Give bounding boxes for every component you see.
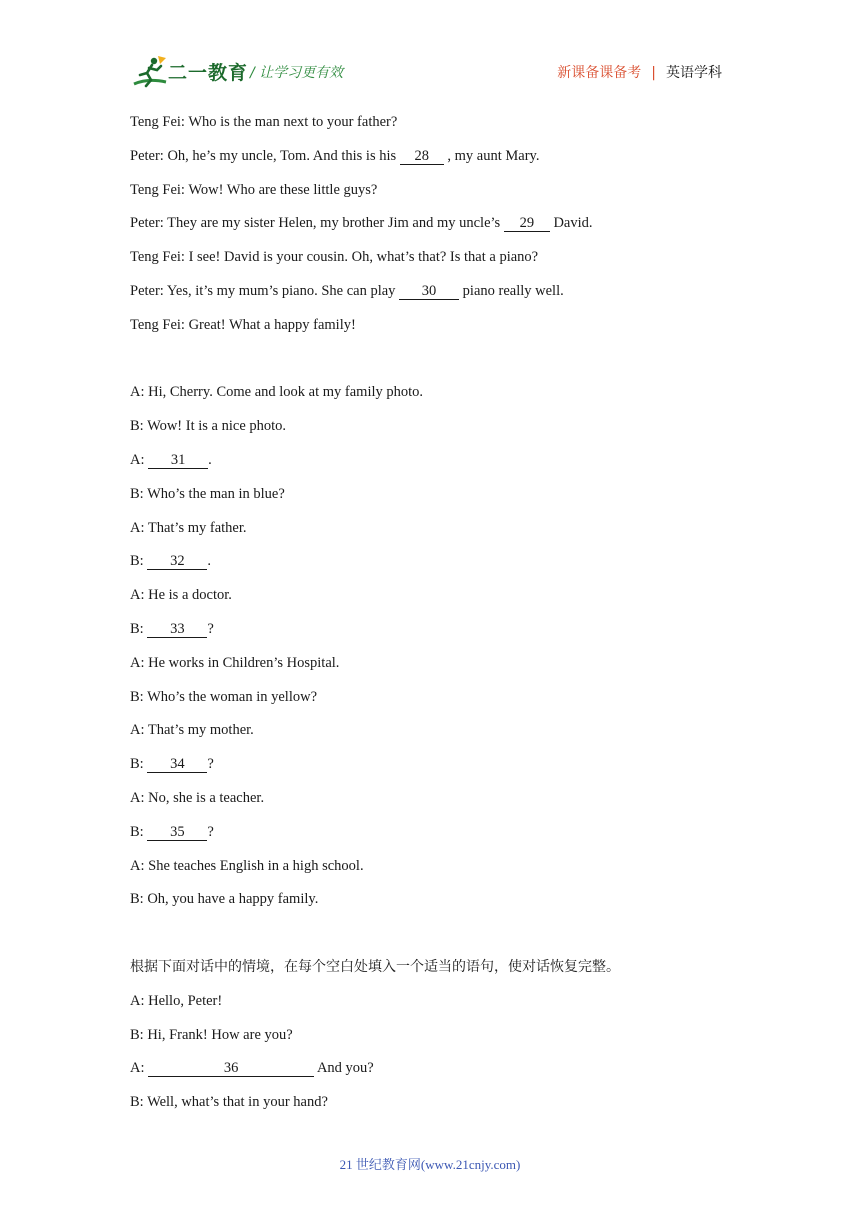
dialogue-line: A: Hi, Cherry. Come and look at my family photo.: [130, 384, 424, 401]
dialogue-line: A: That’s my mother.: [130, 722, 254, 739]
dialogue-line: Teng Fei: I see! David is your cousin. Oh, what’s that? Is that a piano?: [130, 249, 539, 266]
dialogue-line: B: Who’s the man in blue?: [130, 485, 285, 502]
dialogue-line: Teng Fei: Who is the man next to your father?: [130, 114, 398, 130]
page-footer: 21 世纪教育网(www.21cnjy.com): [339, 1157, 521, 1172]
header-divider: |: [651, 65, 656, 81]
dialogue-line: B: 35 ?: [130, 823, 214, 840]
blank-32: 32: [147, 553, 207, 570]
dialogue-line: B: Who’s the woman in yellow?: [130, 688, 317, 705]
dialogue-line: B: 33 ?: [130, 620, 214, 637]
runner-logo-icon: [130, 54, 170, 90]
spacer: [130, 923, 730, 957]
dialogue-line: A: That’s my father.: [130, 519, 247, 536]
dialogue-line: B: Hi, Frank! How are you?: [130, 1026, 293, 1043]
category-tag: 新课备课备考: [557, 65, 642, 81]
dialogue-line: A: She teaches English in a high school.: [130, 857, 364, 874]
instruction-text: 根据下面对话中的情境，在每个空白处填入一个适当的语句，使对话恢复完整。: [130, 958, 620, 975]
dialogue-line: Teng Fei: Wow! Who are these little guys?: [130, 181, 378, 198]
dialogue-line: A: He works in Children’s Hospital.: [130, 654, 340, 671]
blank-35: 35: [147, 824, 207, 841]
blank-34: 34: [147, 756, 207, 773]
dialogue-line: B: 32 .: [130, 553, 211, 570]
document-body: [130, 112, 730, 1126]
spacer: [130, 349, 730, 383]
dialogue-line: Peter: Yes, it’s my mum’s piano. She can play 30 piano really well.: [130, 282, 564, 299]
header-tags: [557, 62, 722, 82]
slogan: / 让学习更有效: [250, 65, 344, 81]
dialogue-line: B: 34 ?: [130, 756, 214, 773]
dialogue-line: A: He is a doctor.: [130, 587, 232, 604]
dialogue-line: A: 36 And you?: [130, 1060, 374, 1077]
logo: [130, 54, 254, 90]
blank-30: 30: [399, 283, 459, 300]
dialogue-line: A: Hello, Peter!: [130, 992, 223, 1009]
dialogue-line: Peter: Oh, he’s my uncle, Tom. And this is his 28 , my aunt Mary.: [130, 147, 540, 164]
dialogue-line: B: Wow! It is a nice photo.: [130, 418, 287, 435]
page-header: [130, 54, 730, 90]
dialogue-line: Peter: They are my sister Helen, my brother Jim and my uncle’s 29 David.: [130, 215, 593, 232]
subject-tag: 英语学科: [666, 65, 722, 81]
dialogue-line: A: No, she is a teacher.: [130, 789, 265, 806]
dialogue-line: A: 31 .: [130, 451, 212, 468]
blank-36: 36: [148, 1060, 314, 1077]
blank-29: 29: [504, 215, 550, 232]
blank-33: 33: [147, 621, 207, 638]
dialogue-line: B: Oh, you have a happy family.: [130, 891, 319, 908]
dialogue-line: B: Well, what’s that in your hand?: [130, 1094, 328, 1111]
dialogue-line: Teng Fei: Great! What a happy family!: [130, 316, 356, 333]
logo-text: 二一教育: [168, 62, 249, 84]
blank-28: 28: [400, 148, 444, 165]
blank-31: 31: [148, 452, 208, 469]
